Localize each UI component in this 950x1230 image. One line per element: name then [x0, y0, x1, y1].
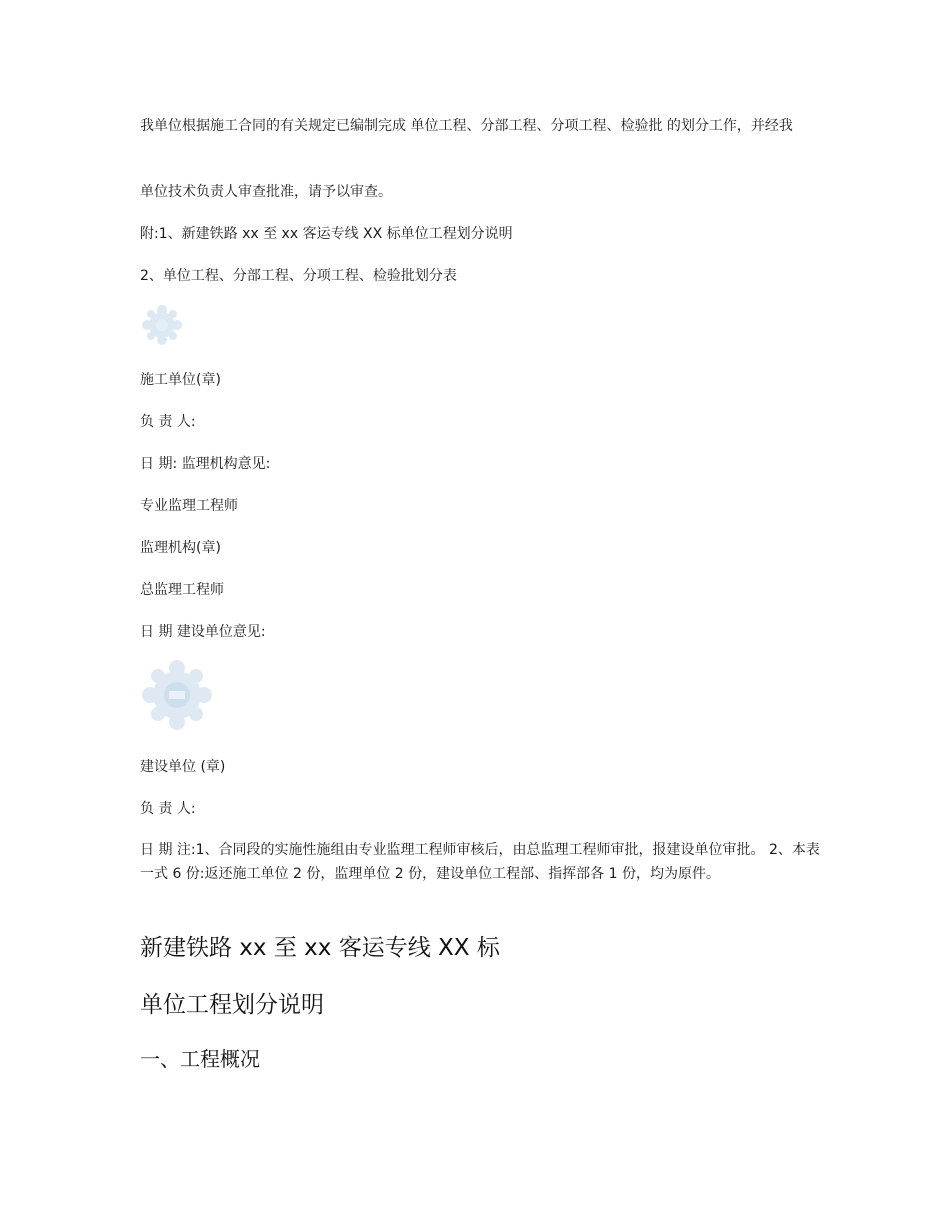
faded-seal-icon — [140, 303, 184, 347]
notes-paragraph: 日 期 注:1、合同段的实施性施组由专业监理工程师审核后，由总监理工程师审批，报建设单位审批。 2、本表一式 6 份:返还施工单位 2 份，监理单位 2 份，建设单位工程部、指挥部各 1 份，均为原件。 — [140, 842, 820, 882]
attachment-item-2: 2、单位工程、分部工程、分项工程、检验批划分表 — [140, 268, 457, 284]
section-heading: 一、工程概况 — [140, 1047, 260, 1071]
document-title: 新建铁路 xx 至 xx 客运专线 XX 标 — [140, 935, 500, 961]
date-supervision-opinion: 日 期: 监理机构意见: — [140, 456, 271, 472]
owner-person-label: 负 责 人: — [140, 801, 196, 817]
supervision-seal-label: 监理机构(章) — [140, 540, 221, 556]
contractor-seal-label: 施工单位(章) — [140, 372, 221, 388]
contractor-person-label: 负 责 人: — [140, 414, 196, 430]
document-subtitle: 单位工程划分说明 — [140, 992, 324, 1018]
specialist-engineer-label: 专业监理工程师 — [140, 498, 238, 514]
intro-paragraph: 我单位根据施工合同的有关规定已编制完成 单位工程、分部工程、分项工程、检验批 的划分工作，并经我 — [140, 118, 793, 134]
intro-paragraph-continued: 单位技术负责人审查批准，请予以审查。 — [140, 184, 392, 200]
chief-engineer-label: 总监理工程师 — [140, 582, 224, 598]
attachment-item-1: 附:1、新建铁路 xx 至 xx 客运专线 XX 标单位工程划分说明 — [140, 226, 513, 242]
date-owner-opinion: 日 期 建设单位意见: — [140, 624, 266, 640]
faded-seal-icon — [138, 656, 216, 734]
owner-seal-label: 建设单位 (章) — [140, 759, 226, 775]
